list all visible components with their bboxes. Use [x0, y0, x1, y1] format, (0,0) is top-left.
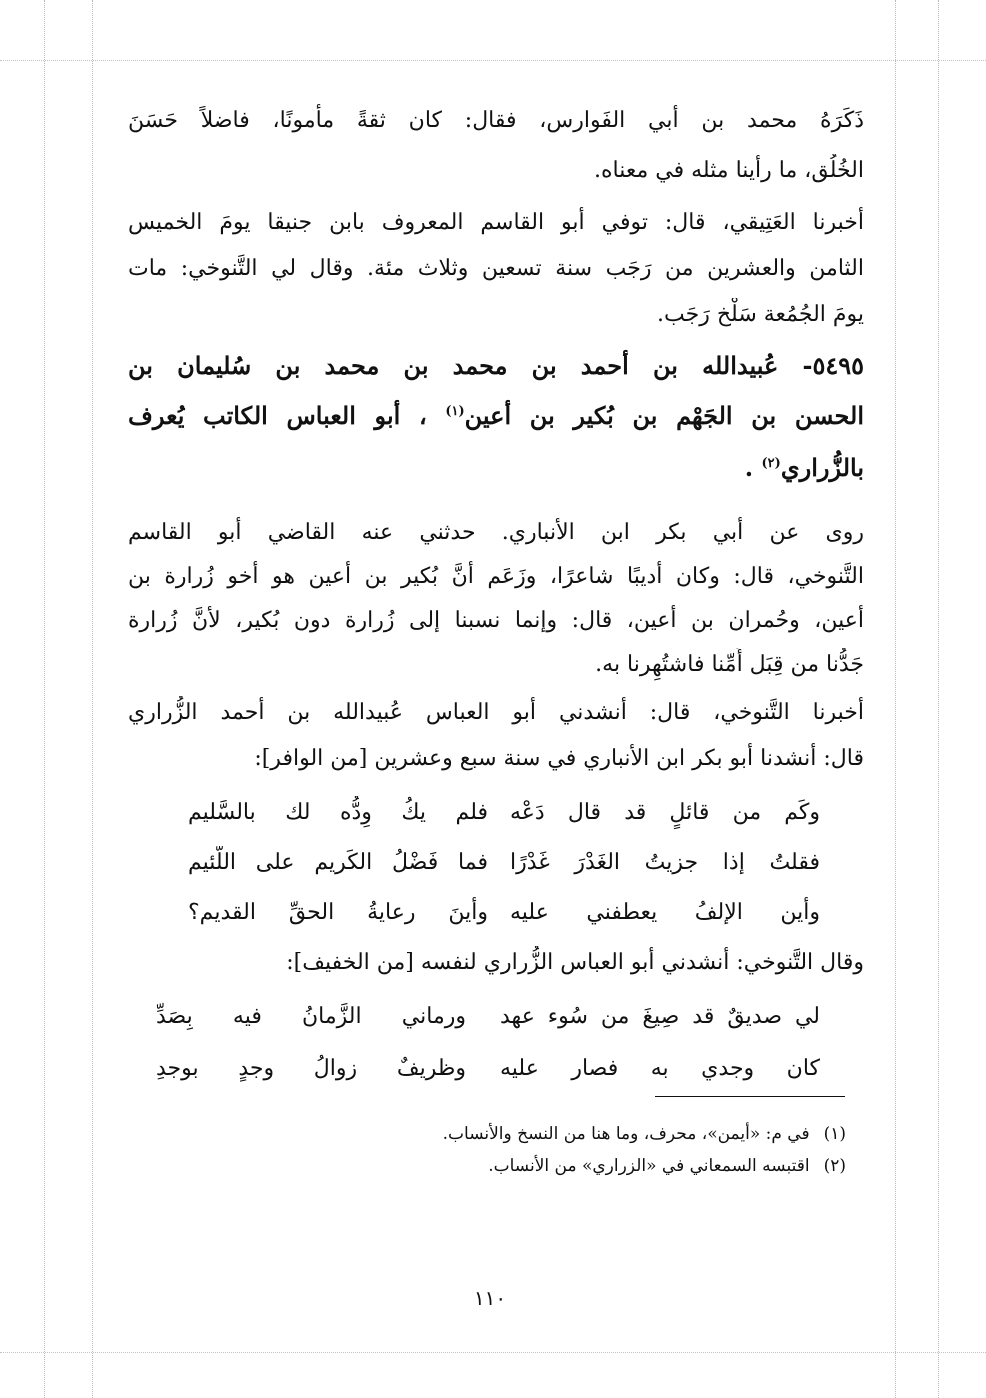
footnote-number: (٢) [823, 1156, 846, 1176]
paragraph-4-line-2: قال: أنشدنا أبو بكر ابن الأنباري في سنة سبع وعشرين [من الوافر]: [254, 746, 864, 771]
verse-second-hemistich: فما فَضْلُ الكَريم على اللَّئيم [188, 850, 488, 875]
entry-heading-text: بالزُّراري [780, 453, 864, 482]
poem-1-verse-1 [188, 796, 820, 830]
footnote-ref-2[interactable]: (٢) [761, 456, 781, 471]
scan-guide-line [938, 0, 939, 1398]
entry-heading-line-2 [128, 396, 864, 436]
scan-guide-line [44, 0, 45, 1398]
paragraph-2-line-2: الثامن والعشرين من رَجَب سنة تسعين وثلاث مئة. وقال لي التَّنوخي: مات [128, 256, 864, 281]
verse-second-hemistich: ورماني الزَّمانُ فيه بِصَدِّ [156, 1004, 466, 1029]
verse-first-hemistich: وأين الإلفُ يعطفني عليه [510, 900, 820, 925]
page-number: ١١٠ [473, 1286, 507, 1310]
footnote-number: (١) [823, 1124, 846, 1144]
verse-second-hemistich: وظريفٌ زوالُ وجدٍ بوجدِ [156, 1056, 466, 1081]
footnote-ref-1[interactable]: (١) [445, 404, 465, 419]
paragraph-1-line-2: الخُلُق، ما رأينا مثله في معناه. [593, 158, 864, 183]
entry-heading-line-1: ٥٤٩٥- عُبيدالله بن أحمد بن محمد بن محمد بن سُليمان بن [128, 351, 864, 380]
scan-guide-line [0, 1352, 986, 1353]
paragraph-5-line-1: وقال التَّنوخي: أنشدني أبو العباس الزُّراري لنفسه [من الخفيف]: [286, 950, 864, 975]
verse-first-hemistich: كان وجدي به فصار عليه [500, 1056, 820, 1081]
paragraph-4-line-1: أخبرنا التَّنوخي، قال: أنشدني أبو العباس عُبيدالله بن أحمد الزُّراري [128, 700, 864, 725]
entry-heading-text: ، أبو العباس الكاتب يُعرف [128, 401, 427, 430]
paragraph-2-line-1: أخبرنا العَتِيقي، قال: توفي أبو القاسم المعروف بابن جنيقا يومَ الخميس [128, 210, 864, 235]
verse-second-hemistich: فلم يكُ وِدُّه لك بالسَّليم [188, 800, 488, 825]
entry-heading-text: الحسن بن الجَهْم بن بُكير بن أعين [464, 401, 864, 430]
paragraph-3-line-4: جَدُّنا من قِبَل أُمِّنا فاشتُهِرنا به. [595, 652, 864, 677]
poem-1-verse-3 [188, 896, 820, 930]
main-text [128, 0, 864, 1100]
paragraph-3-line-1: روى عن أبي بكر ابن الأنباري. حدثني عنه القاضي أبو القاسم [128, 520, 864, 545]
entry-heading-text: . [744, 453, 754, 482]
paragraph-3-line-3: أعين، وحُمران بن أعين، قال: وإنما نسبنا إلى زُرارة دون بُكير، لأنَّ زُرارة [128, 608, 864, 633]
verse-first-hemistich: لي صديقٌ قد صِيغَ من سُوء عهد [500, 1004, 820, 1029]
scan-guide-line [895, 0, 896, 1398]
paragraph-2-line-3: يومَ الجُمُعة سَلْخ رَجَب. [657, 302, 864, 327]
entry-heading-line-3 [128, 448, 864, 488]
footnote-text: في م: «أيمن»، محرف، وما هنا من النسخ والأنساب. [442, 1124, 810, 1144]
poem-2-verse-2 [156, 1052, 820, 1086]
footnote-2 [286, 1152, 846, 1180]
verse-second-hemistich: وأينَ رعايةُ الحقِّ القديم؟ [188, 900, 488, 925]
footnote-divider [655, 1096, 845, 1097]
footnote-1 [286, 1120, 846, 1148]
verse-first-hemistich: فقلتُ إذا جزيتُ الغَدْرَ غَدْرًا [510, 850, 820, 875]
scan-guide-line [92, 0, 93, 1398]
paragraph-3-line-2: التَّنوخي، قال: وكان أديبًا شاعرًا، وزَعَم أنَّ بُكير بن أعين هو أخو زُرارة بن [128, 564, 864, 589]
poem-2-verse-1 [156, 1000, 820, 1034]
paragraph-1-line-1: ذَكَرَهُ محمد بن أبي الفَوارس، فقال: كان ثقةً مأمونًا، فاضلاً حَسَنَ [128, 108, 864, 133]
poem-1-verse-2 [188, 846, 820, 880]
footnote-text: اقتبسه السمعاني في «الزراري» من الأنساب. [488, 1156, 810, 1176]
verse-first-hemistich: وكَم من قائلٍ قد قال دَعْه [510, 800, 820, 825]
